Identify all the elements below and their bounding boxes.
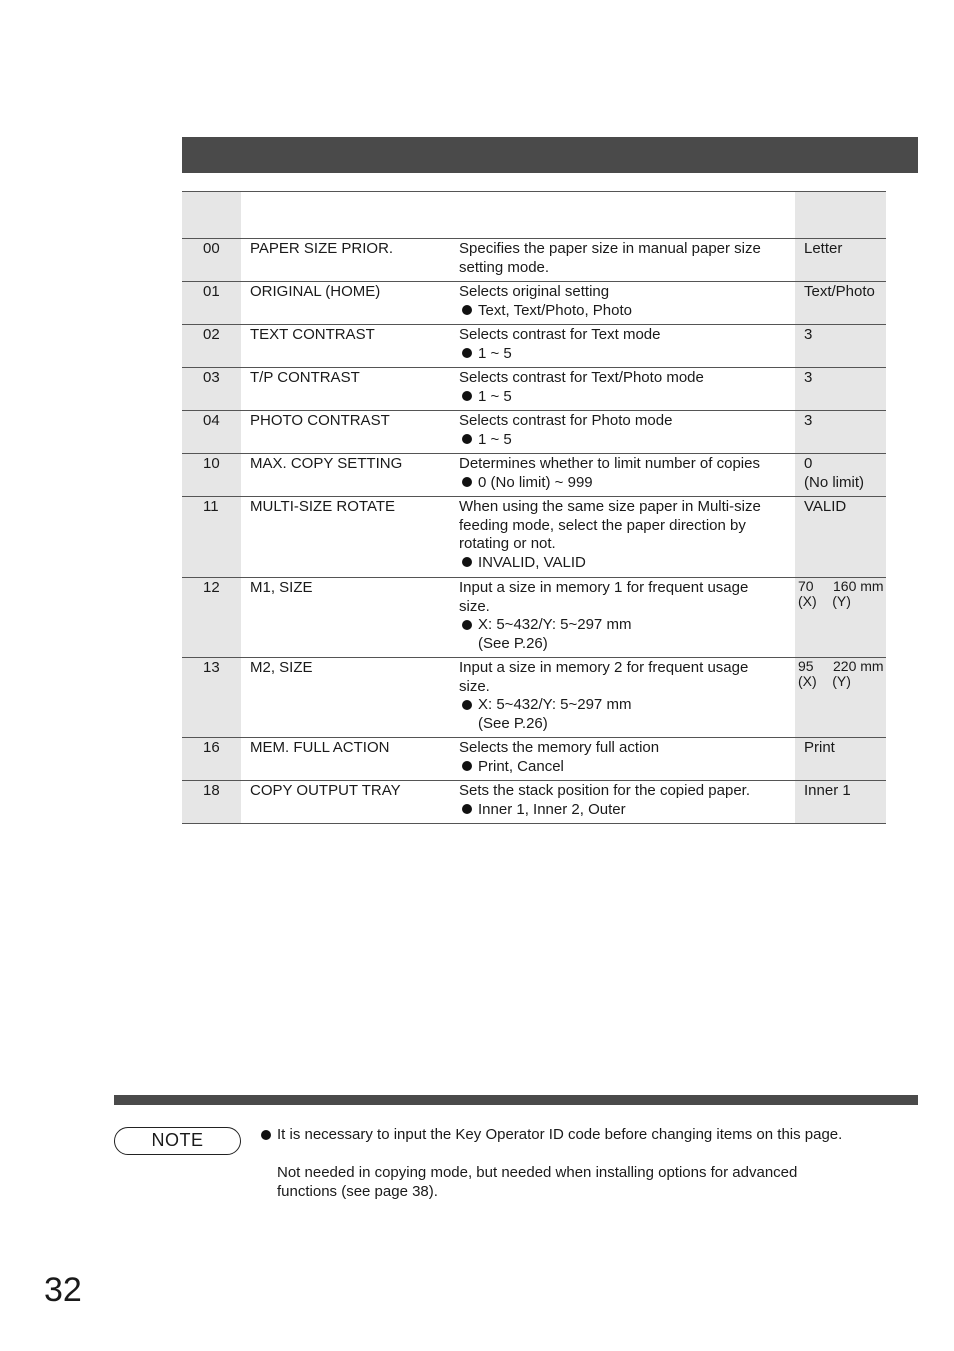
row-code: 02 bbox=[203, 326, 220, 343]
table-header-row bbox=[182, 192, 886, 239]
table-row bbox=[182, 578, 886, 658]
row-parameter: M2, SIZE bbox=[250, 659, 313, 676]
row-default bbox=[804, 455, 886, 492]
row-default bbox=[804, 782, 886, 801]
note-bullet-text: It is necessary to input the Key Operator ID code before changing items on this page. bbox=[261, 1125, 842, 1144]
table-row bbox=[182, 454, 886, 497]
row-description bbox=[459, 283, 791, 320]
table-row bbox=[182, 325, 886, 368]
row-code: 04 bbox=[203, 412, 220, 429]
description-line: rotating or not. bbox=[459, 535, 556, 552]
row-parameter: MAX. COPY SETTING bbox=[250, 455, 403, 472]
row-default bbox=[804, 498, 886, 517]
default-value-line: 70 160 mm bbox=[798, 578, 884, 594]
row-description bbox=[459, 326, 791, 363]
row-description bbox=[459, 782, 791, 819]
default-value-line: 0 bbox=[804, 455, 813, 472]
description-bullet: 1 ~ 5 bbox=[459, 388, 791, 407]
table-row bbox=[182, 658, 886, 738]
description-line: setting mode. bbox=[459, 258, 550, 276]
description-line: Selects contrast for Text mode bbox=[459, 326, 661, 343]
table-row bbox=[182, 497, 886, 578]
description-line: When using the same size paper in Multi-size bbox=[459, 498, 761, 515]
row-parameter: M1, SIZE bbox=[250, 579, 313, 596]
table-row bbox=[182, 282, 886, 325]
default-value-line: 95 220 mm bbox=[798, 658, 884, 674]
note-divider-bar bbox=[114, 1095, 918, 1105]
header-bar bbox=[182, 137, 918, 173]
description-line: Sets the stack position for the copied paper. bbox=[459, 782, 751, 799]
note-paragraph: Not needed in copying mode, but needed when installing options for advanced functions (see page 38). bbox=[277, 1164, 798, 1200]
row-parameter: COPY OUTPUT TRAY bbox=[250, 782, 401, 799]
description-bullet: INVALID, VALID bbox=[459, 554, 791, 573]
row-default bbox=[804, 240, 886, 259]
row-default bbox=[804, 369, 886, 388]
row-code: 13 bbox=[203, 659, 220, 676]
description-bullet: 0 (No limit) ~ 999 bbox=[459, 474, 791, 493]
table-row bbox=[182, 411, 886, 454]
description-bullet: Text, Text/Photo, Photo bbox=[459, 302, 791, 321]
default-value-line: Inner 1 bbox=[804, 782, 851, 799]
row-description bbox=[459, 455, 791, 492]
settings-table bbox=[182, 191, 886, 824]
row-code: 12 bbox=[203, 579, 220, 596]
row-description bbox=[459, 412, 791, 449]
table-body bbox=[182, 239, 886, 824]
row-code: 03 bbox=[203, 369, 220, 386]
default-value-line: 3 bbox=[804, 326, 813, 343]
description-line: size. bbox=[459, 677, 490, 695]
description-bullet: 1 ~ 5 bbox=[459, 431, 791, 450]
row-description bbox=[459, 659, 791, 733]
row-parameter: ORIGINAL (HOME) bbox=[250, 283, 381, 300]
description-line: Selects contrast for Photo mode bbox=[459, 412, 673, 429]
description-line: Input a size in memory 1 for frequent usage bbox=[459, 579, 749, 596]
row-parameter: PAPER SIZE PRIOR. bbox=[250, 240, 394, 257]
default-value-line: Text/Photo bbox=[804, 283, 875, 300]
header-default-cell bbox=[795, 192, 886, 238]
default-value-line: Print bbox=[804, 739, 835, 756]
row-code: 10 bbox=[203, 455, 220, 472]
row-default bbox=[798, 579, 886, 609]
row-description bbox=[459, 739, 791, 776]
default-value-line: 3 bbox=[804, 412, 813, 429]
row-description bbox=[459, 240, 791, 277]
table-row bbox=[182, 781, 886, 824]
default-value-line: Letter bbox=[804, 240, 843, 257]
description-line: Selects original setting bbox=[459, 283, 610, 300]
table-row bbox=[182, 738, 886, 781]
table-row bbox=[182, 368, 886, 411]
description-note: (See P.26) bbox=[478, 714, 548, 732]
row-parameter: TEXT CONTRAST bbox=[250, 326, 375, 343]
description-line: Selects contrast for Text/Photo mode bbox=[459, 369, 704, 386]
description-bullet: X: 5~432/Y: 5~297 mm bbox=[459, 696, 791, 715]
description-line: Input a size in memory 2 for frequent usage bbox=[459, 659, 749, 676]
description-line: feeding mode, select the paper direction by bbox=[459, 516, 746, 534]
default-value-line: 3 bbox=[804, 369, 813, 386]
row-description bbox=[459, 579, 791, 653]
row-code: 16 bbox=[203, 739, 220, 756]
description-line: size. bbox=[459, 597, 490, 615]
default-value-line: VALID bbox=[804, 498, 847, 515]
row-default bbox=[798, 659, 886, 689]
default-value-line: (No limit) bbox=[804, 473, 864, 491]
page-number: 32 bbox=[44, 1271, 82, 1309]
row-code: 11 bbox=[203, 498, 219, 515]
row-default bbox=[804, 326, 886, 345]
row-description bbox=[459, 498, 791, 572]
row-default bbox=[804, 412, 886, 431]
description-bullet: Inner 1, Inner 2, Outer bbox=[459, 801, 791, 820]
row-code: 18 bbox=[203, 782, 220, 799]
row-code: 00 bbox=[203, 240, 220, 257]
description-line: Specifies the paper size in manual paper size bbox=[459, 240, 761, 257]
description-line: Determines whether to limit number of copies bbox=[459, 455, 760, 472]
description-line: Selects the memory full action bbox=[459, 739, 660, 756]
row-code: 01 bbox=[203, 283, 220, 300]
default-value-line: (X) (Y) bbox=[798, 593, 851, 609]
row-parameter: PHOTO CONTRAST bbox=[250, 412, 390, 429]
default-value-line: (X) (Y) bbox=[798, 673, 851, 689]
row-default bbox=[804, 739, 886, 758]
description-note: (See P.26) bbox=[478, 634, 548, 652]
row-description bbox=[459, 369, 791, 406]
row-parameter: T/P CONTRAST bbox=[250, 369, 360, 386]
description-bullet: Print, Cancel bbox=[459, 758, 791, 777]
row-parameter: MULTI-SIZE ROTATE bbox=[250, 498, 395, 515]
row-default bbox=[804, 283, 886, 302]
description-bullet: X: 5~432/Y: 5~297 mm bbox=[459, 616, 791, 635]
header-code-cell bbox=[182, 192, 241, 238]
note-label: NOTE bbox=[114, 1127, 241, 1155]
table-row bbox=[182, 239, 886, 282]
row-parameter: MEM. FULL ACTION bbox=[250, 739, 390, 756]
description-bullet: 1 ~ 5 bbox=[459, 345, 791, 364]
